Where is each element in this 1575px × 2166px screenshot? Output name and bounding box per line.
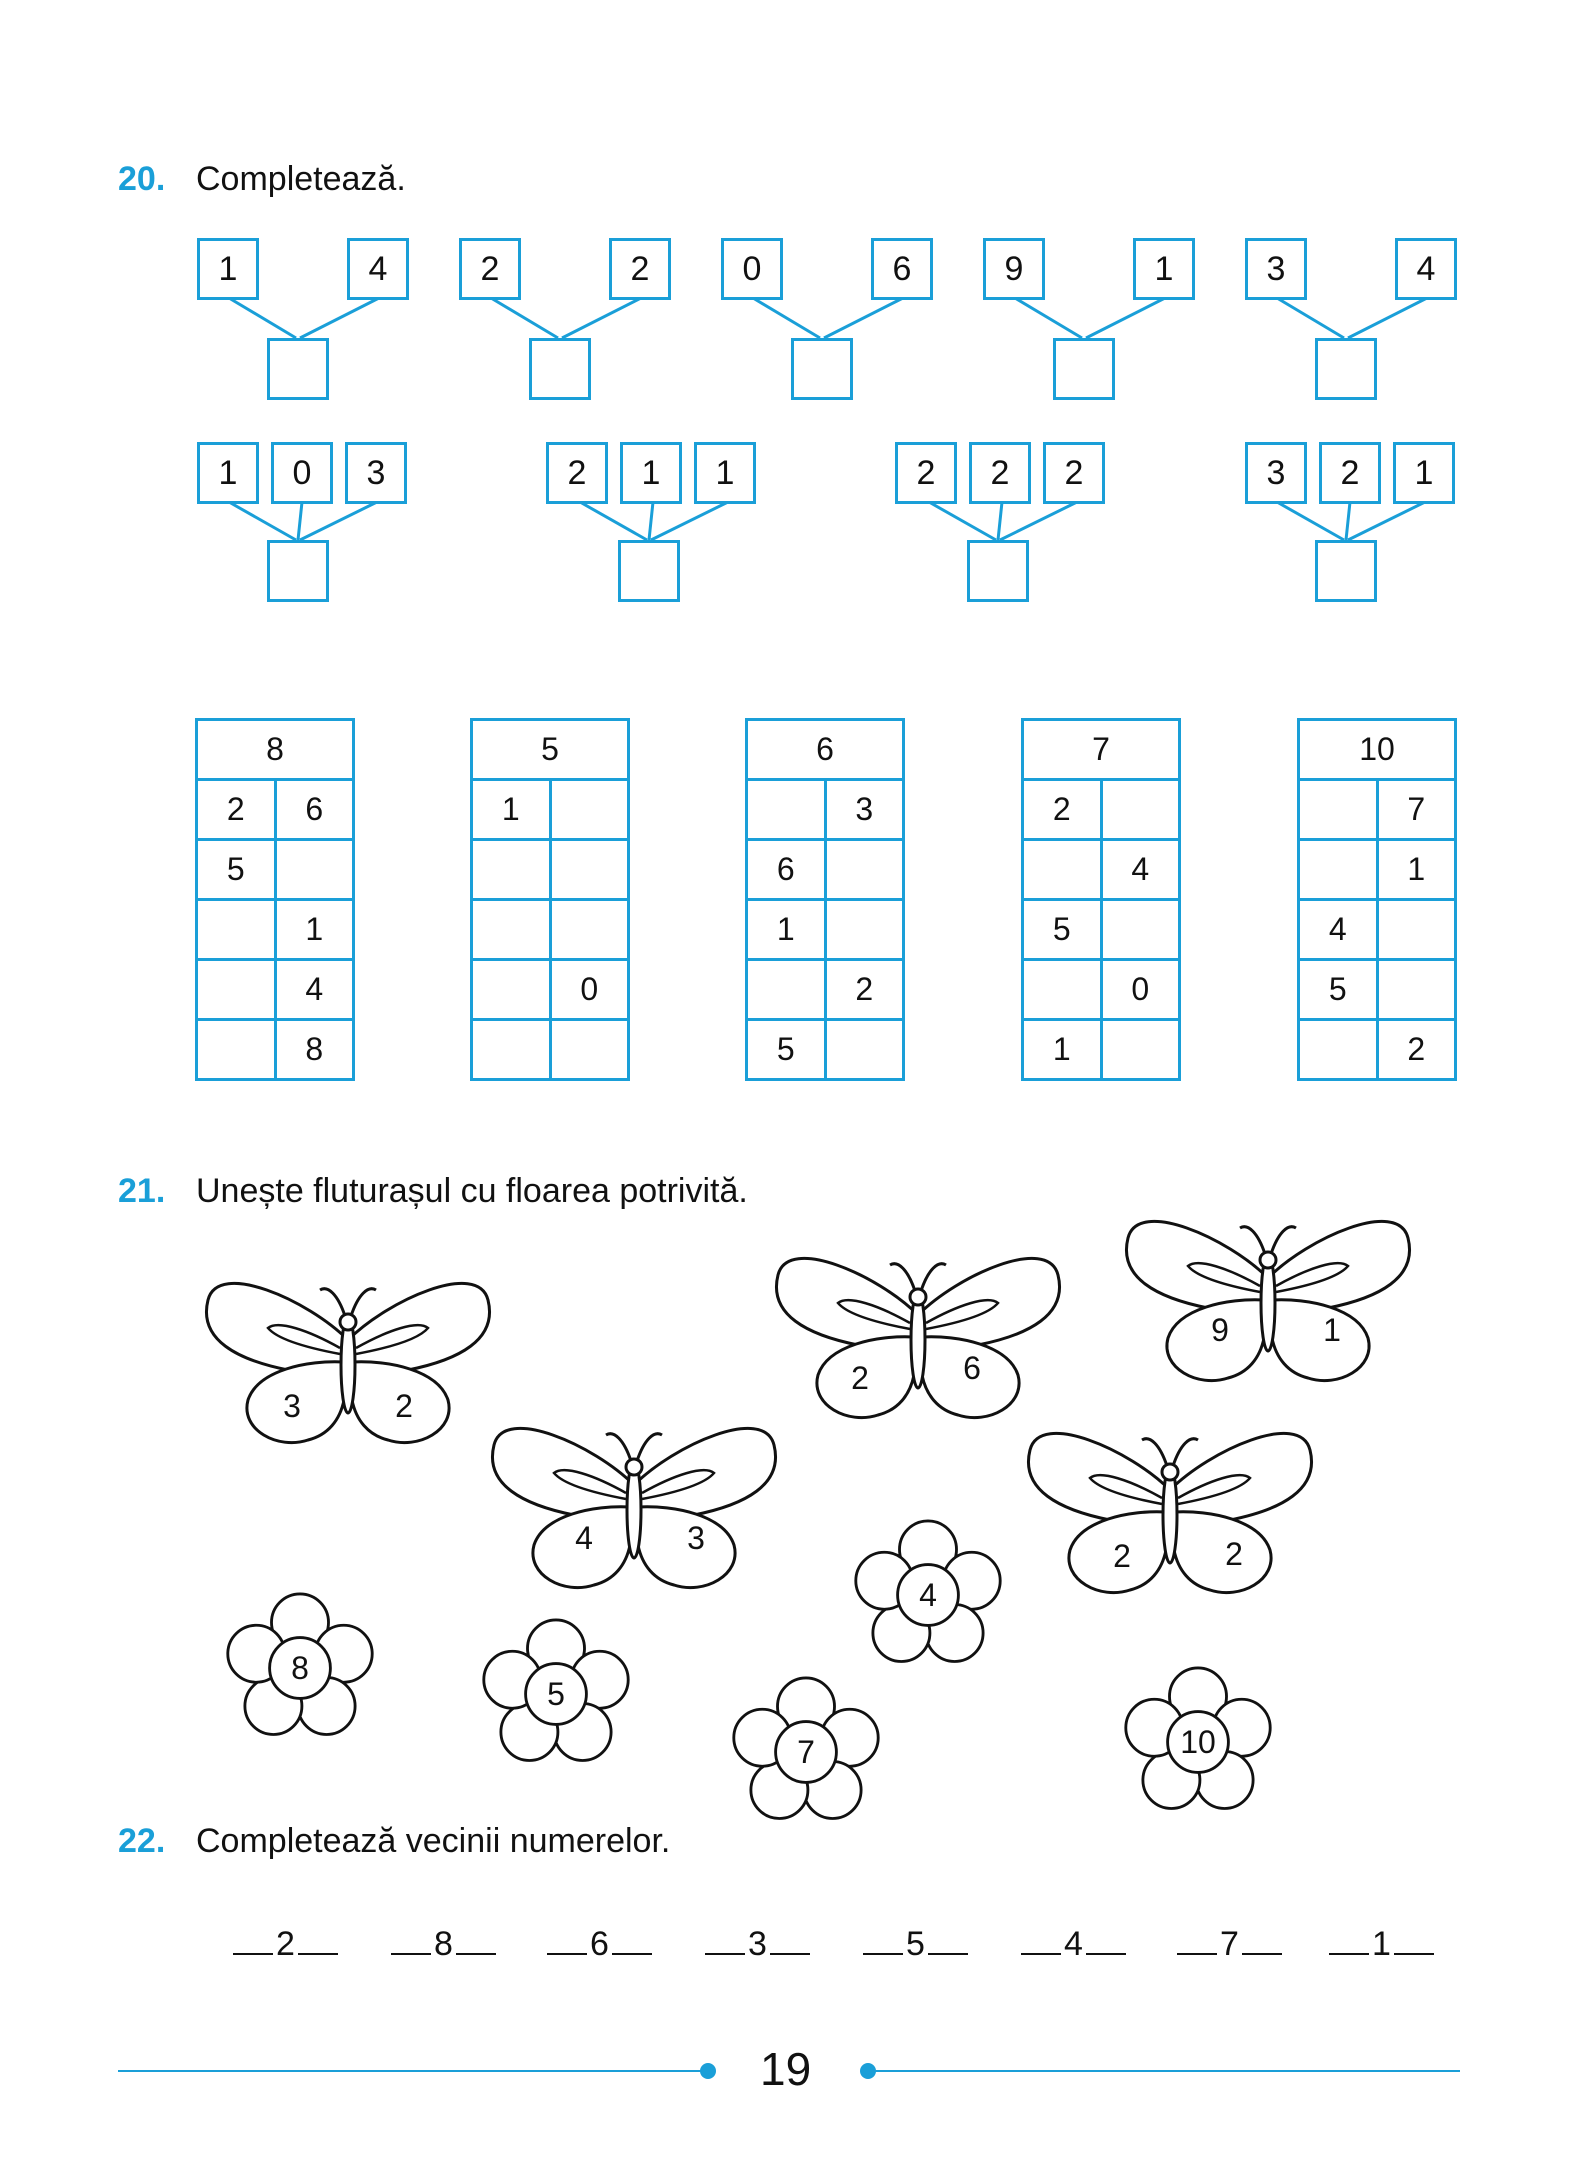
cell[interactable]: 2 <box>825 960 904 1020</box>
butterfly-5 <box>1028 1433 1311 1592</box>
pair-4-left: 9 <box>983 238 1045 300</box>
butterfly-3-right-number: 6 <box>963 1350 981 1386</box>
butterfly-2 <box>492 1428 775 1587</box>
triple-1-b: 0 <box>271 442 333 504</box>
cell[interactable]: 1 <box>1023 1020 1102 1080</box>
triple-3-c: 2 <box>1043 442 1105 504</box>
triple-3-a: 2 <box>895 442 957 504</box>
table-head: 8 <box>197 720 354 780</box>
cell[interactable]: 5 <box>1023 900 1102 960</box>
triple-1-c: 3 <box>345 442 407 504</box>
neighbor-blank-right[interactable] <box>456 1949 496 1955</box>
neighbor-blank-left[interactable] <box>863 1949 903 1955</box>
neighbor-blank-right[interactable] <box>770 1949 810 1955</box>
neighbor-number: 1 <box>1372 1925 1391 1963</box>
neighbor-blank-left[interactable] <box>1329 1949 1369 1955</box>
pair-5-right: 4 <box>1395 238 1457 300</box>
pair-4-right: 1 <box>1133 238 1195 300</box>
neighbor-number: 6 <box>590 1925 609 1963</box>
neighbor-item-3 <box>544 1925 655 1964</box>
cell[interactable]: 4 <box>1101 840 1180 900</box>
table-head: 5 <box>472 720 629 780</box>
exercise-20-number: 20. <box>118 160 166 198</box>
cell[interactable]: 5 <box>197 840 276 900</box>
flower-1-number: 8 <box>291 1650 309 1686</box>
neighbor-blank-right[interactable] <box>1394 1949 1434 1955</box>
pair-1-right: 4 <box>347 238 409 300</box>
butterfly-1 <box>206 1283 489 1442</box>
exercise-22-title: Completează vecinii numerelor. <box>196 1822 671 1860</box>
footer-dot-left <box>700 2063 716 2079</box>
exercise-22-number: 22. <box>118 1822 166 1860</box>
pair-1-left: 1 <box>197 238 259 300</box>
exercise-21-title: Unește fluturașul cu floarea potrivită. <box>196 1172 748 1210</box>
neighbor-item-1 <box>230 1925 341 1964</box>
table-head: 6 <box>747 720 904 780</box>
neighbor-item-2 <box>388 1925 499 1964</box>
cell[interactable]: 1 <box>747 900 826 960</box>
triple-4-a: 3 <box>1245 442 1307 504</box>
footer-line-right <box>870 2070 1460 2072</box>
cell[interactable]: 5 <box>1299 960 1378 1020</box>
butterfly-4 <box>1126 1221 1409 1380</box>
butterfly-3 <box>776 1258 1059 1417</box>
neighbor-blank-left[interactable] <box>705 1949 745 1955</box>
page-number: 19 <box>760 2043 812 2095</box>
butterfly-1-left-number: 3 <box>283 1388 301 1424</box>
neighbor-number: 3 <box>748 1925 767 1963</box>
flower-2-number: 5 <box>547 1676 565 1712</box>
cell[interactable]: 0 <box>1101 960 1180 1020</box>
pair-2-right: 2 <box>609 238 671 300</box>
neighbor-number: 4 <box>1064 1925 1083 1963</box>
flower-4-number: 4 <box>919 1577 937 1613</box>
triple-2-b: 1 <box>620 442 682 504</box>
triple-2-a: 2 <box>546 442 608 504</box>
neighbor-number: 7 <box>1220 1925 1239 1963</box>
triple-4-c: 1 <box>1393 442 1455 504</box>
butterfly-5-left-number: 2 <box>1113 1538 1131 1574</box>
exercise-20-title: Completează. <box>196 160 406 198</box>
triple-3-b: 2 <box>969 442 1031 504</box>
neighbor-blank-right[interactable] <box>928 1949 968 1955</box>
butterfly-1-right-number: 2 <box>395 1388 413 1424</box>
triple-4-b: 2 <box>1319 442 1381 504</box>
cell[interactable]: 4 <box>275 960 354 1020</box>
cell[interactable]: 1 <box>472 780 551 840</box>
neighbor-blank-left[interactable] <box>1177 1949 1217 1955</box>
cell[interactable]: 6 <box>747 840 826 900</box>
neighbor-blank-right[interactable] <box>298 1949 338 1955</box>
triple-2-c: 1 <box>694 442 756 504</box>
cell[interactable]: 0 <box>550 960 629 1020</box>
neighbor-number: 8 <box>434 1925 453 1963</box>
butterfly-2-left-number: 4 <box>575 1520 593 1556</box>
neighbor-blank-right[interactable] <box>1242 1949 1282 1955</box>
neighbor-blank-right[interactable] <box>1086 1949 1126 1955</box>
pair-5-left: 3 <box>1245 238 1307 300</box>
cell[interactable]: 2 <box>1023 780 1102 840</box>
neighbor-item-6 <box>1018 1925 1129 1964</box>
flower-5-number: 10 <box>1180 1724 1216 1760</box>
butterfly-5-right-number: 2 <box>1225 1536 1243 1572</box>
neighbor-blank-right[interactable] <box>612 1949 652 1955</box>
cell[interactable]: 4 <box>1299 900 1378 960</box>
cell[interactable]: 3 <box>825 780 904 840</box>
exercise-21-number: 21. <box>118 1172 166 1210</box>
cell[interactable]: 6 <box>275 780 354 840</box>
triple-1-a: 1 <box>197 442 259 504</box>
cell[interactable]: 8 <box>275 1020 354 1080</box>
pair-2-left: 2 <box>459 238 521 300</box>
cell[interactable]: 1 <box>275 900 354 960</box>
pair-3-left: 0 <box>721 238 783 300</box>
neighbor-blank-left[interactable] <box>233 1949 273 1955</box>
table-head: 7 <box>1023 720 1180 780</box>
neighbor-blank-left[interactable] <box>1021 1949 1061 1955</box>
neighbor-item-7 <box>1174 1925 1285 1964</box>
neighbor-item-5 <box>860 1925 971 1964</box>
butterfly-4-right-number: 1 <box>1323 1312 1341 1348</box>
cell[interactable]: 5 <box>747 1020 826 1080</box>
neighbor-item-8 <box>1326 1925 1437 1964</box>
cell[interactable]: 2 <box>1377 1020 1456 1080</box>
neighbor-number: 2 <box>276 1925 295 1963</box>
flower-3-number: 7 <box>797 1734 815 1770</box>
cell[interactable]: 1 <box>1377 840 1456 900</box>
footer-line-left <box>118 2070 706 2072</box>
table-head: 10 <box>1299 720 1456 780</box>
neighbor-blank-left[interactable] <box>547 1949 587 1955</box>
neighbor-item-4 <box>702 1925 813 1964</box>
butterfly-4-left-number: 9 <box>1211 1312 1229 1348</box>
neighbor-blank-left[interactable] <box>391 1949 431 1955</box>
butterfly-3-left-number: 2 <box>851 1360 869 1396</box>
cell[interactable]: 2 <box>197 780 276 840</box>
cell[interactable]: 7 <box>1377 780 1456 840</box>
butterfly-2-right-number: 3 <box>687 1520 705 1556</box>
neighbor-number: 5 <box>906 1925 925 1963</box>
pair-3-right: 6 <box>871 238 933 300</box>
